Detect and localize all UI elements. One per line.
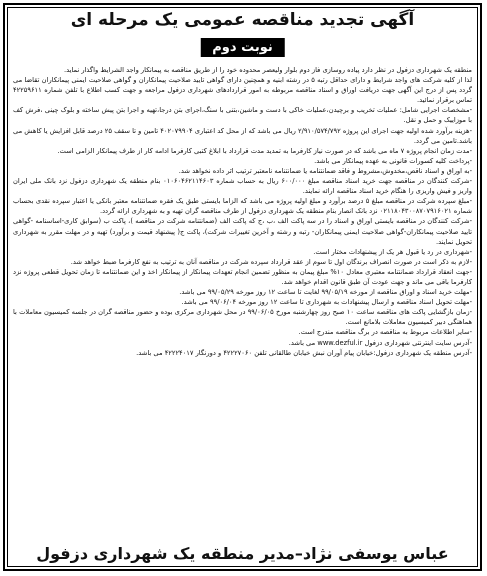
ad-paragraph: -مهلت تحویل اسناد مناقصه و ارسال پیشنهادات به شهرداری تا ساعت ۱۲ روز مورخه ۹۹/۰۶/۰۴ می باشد. [181,298,472,307]
ad-paragraph: -شرکت کنندگان در مناقصه بایستی اوراق و اسناد را در سه پاکت الف ،ب ،ج که پاکت الف (ضمانتنامه شرکت در مناقصه )، پاکت ب (سوابق کاری-اساسنامه -گواهی تایید صلاحیت پیمانکاران-گواهی صلاحیت ایمنی پیمانکاران- رتبه و رشته و آخرین تغییرات شرکت)، پاکت ج( پیشنهاد قیمت و برآورد) تهیه و در مهلت مقرر به شهرداری تحویل نمایند. [13,217,472,246]
address-line: -آدرس منطقه یک شهرداری دزفول:خیابان پیام آوران نبش خیابان طالقانی تلفن ۴۲۲۲۷۰۶۰ و دورنگار ۴۲۲۲۴۰۱۷ می باشد. [136,348,472,357]
website-line [13,338,472,348]
signature: عباس یوسفی نژاد–مدیر منطقه یک شهرداری دزفول [36,544,449,563]
ad-paragraph: -جهت انعقاد قرارداد ضمانتنامه معتبری معادل ۱۰% مبلغ پیمان به منظور تضمین انجام تعهدات پیمانکار از پیمانکار اخذ و این ضمانتنامه تا زمان تحویل قطعی پروژه نزد کارفرما باقی می ماند و جهت عودت آن طبق قانون اقدام خواهد شد. [13,267,472,286]
website-label: -آدرس سایت اینترنتی شهرداری دزفول [364,338,472,347]
ad-paragraph: -مدت زمان انجام پروژه ۷ ماه می باشد که در صورت نیاز کارفرما به تمدید مدت قرارداد با ابلاغ کتبی کارفرما ادامه کار از طرف پیمانکار الزامی است. [57,146,472,155]
ad-paragraph: -به اوراق و اسناد ناقص،مخدوش،مشروط و فاقد ضمانتنامه یا ضمانتنامه نامعتبر ترتیب اثر داده نخواهد شد. [178,166,472,175]
ad-paragraph: -زمان بازگشایی پاکت های مناقصه ساعت ۱۰ صبح روز چهارشنبه مورخ ۹۹/۰۶/۰۵ در محل شهرداری مرکزی بوده و حضور مناقصه گران در جلسه کمیسیون معاملات با هماهنگی دبیر کمیسیون معاملات بلامانع است. [13,308,472,327]
ad-paragraph: منطقه یک شهرداری دزفول در نظر دارد پیاده روسازی فاز دوم بلوار ولیعصر محدوده خود را از طریق مناقصه به پیمانکار واجد الشرایط واگذار نماید. [63,66,472,74]
website-suffix: می باشد. [288,338,316,347]
ad-body [13,65,472,520]
ad-paragraph: -شهرداری در رد یا قبول هر یک از پیشنهادات مختار است. [313,247,472,256]
ad-paragraph: -مشخصات اجرایی شامل: عملیات تخریب و برچیدن،عملیات خاکی با دست و ماشین،بتنی با سنگ،اجرای بتن درجا،تهیه و اجرا بتن پیش ساخته و بلوک چینی ،فرش کف با موزاییک و حمل و نقل. [13,106,472,125]
ad-paragraph: -سایر اطلاعات مربوط به مناقصه در برگ مناقصه مندرج است. [298,328,472,337]
ad-paragraph: -مهلت خرید اسناد و اوراق مناقصه از مورخه ۹۹/۰۵/۱۹ لغایت تا ساعت ۱۲ روز مورخه ۹۹/۰۵/۲۹ می باشد. [179,288,472,297]
ad-paragraph: -لازم به ذکر است در صورت انصراف برندگان اول تا سوم از عقد قرارداد سپرده شرکت در مناقصه آنان به ترتیب به نفع کارفرما ضبط خواهد شد. [70,257,472,266]
ad-paragraph: -مبلغ سپرده شرکت در مناقصه مبلغ ۵ درصد برآورد و مبلغ اولیه پروژه می باشد که الزاما بایستی طبق یک فقره ضمانتنامه معتبر بانکی یا اعتبار سپرده نقدی بحساب شماره ۰۲۱۱۸۰۴۳۰۰۸۷۰۷۹۱۶۰۲۱ نزد بانک انصار بنام منطقه یک شهرداری دزفول از طرف مناقصه گران تهیه و به شهرداری ارائه گردد. [13,197,472,216]
website-link[interactable]: www.dezful.ir [317,338,363,347]
ad-title: آگهی تجدید مناقصه عمومی یک مرحله ای [70,10,415,30]
round-badge: نوبت دوم [200,38,284,57]
ad-paragraph: لذا از کلیه شرکت های واجد شرایط و دارای حداقل رتبه ۵ در رشته ابنیه و همچنین دارای گواهی تایید صلاحیت پیمانکاران و گواهی صلاحیت ایمنی پیمانکاران تقاضا می گردد پس از درج این آگهی جهت دریافت اوراق و اسناد مناقصه مربوطه به امور قراردادهای شهرداری دزفول مراجعه و جهت کسب اطلاع با تلفن شماره ۴۲۲۵۹۶۱۱ تماس برقرار نمائید. [13,76,472,105]
ad-paragraph: -هزینه برآورد شده اولیه جهت اجرای این پروژه ۲/۹۱۰/۵۷۴/۷۹۲ ریال می باشد که از محل کد اعتباری ۴۰۲۰۷۹۹۰۴ تامین و تا سقف ۲۵ درصد قابل افزایش یا کاهش می باشد.تامین می گردد. [13,126,472,145]
ad-paragraph: -شرکت کنندگان در مناقصه جهت خرید اسناد مناقصه مبلغ ۶۰۰/۰۰۰ ریال به حساب شماره ۰۱۰۶۰۴۶۲۱۱۴۶۰۳ بنام منطقه یک شهرداری دزفول نزد بانک ملی ایران واریز و فیش واریزی را هنگام خرید اسناد مناقصه ارائه نمایند. [13,177,472,196]
ad-frame [3,3,482,571]
ad-paragraph: -پرداخت کلیه کسورات قانونی به عهده پیمانکار می باشد. [314,156,472,165]
